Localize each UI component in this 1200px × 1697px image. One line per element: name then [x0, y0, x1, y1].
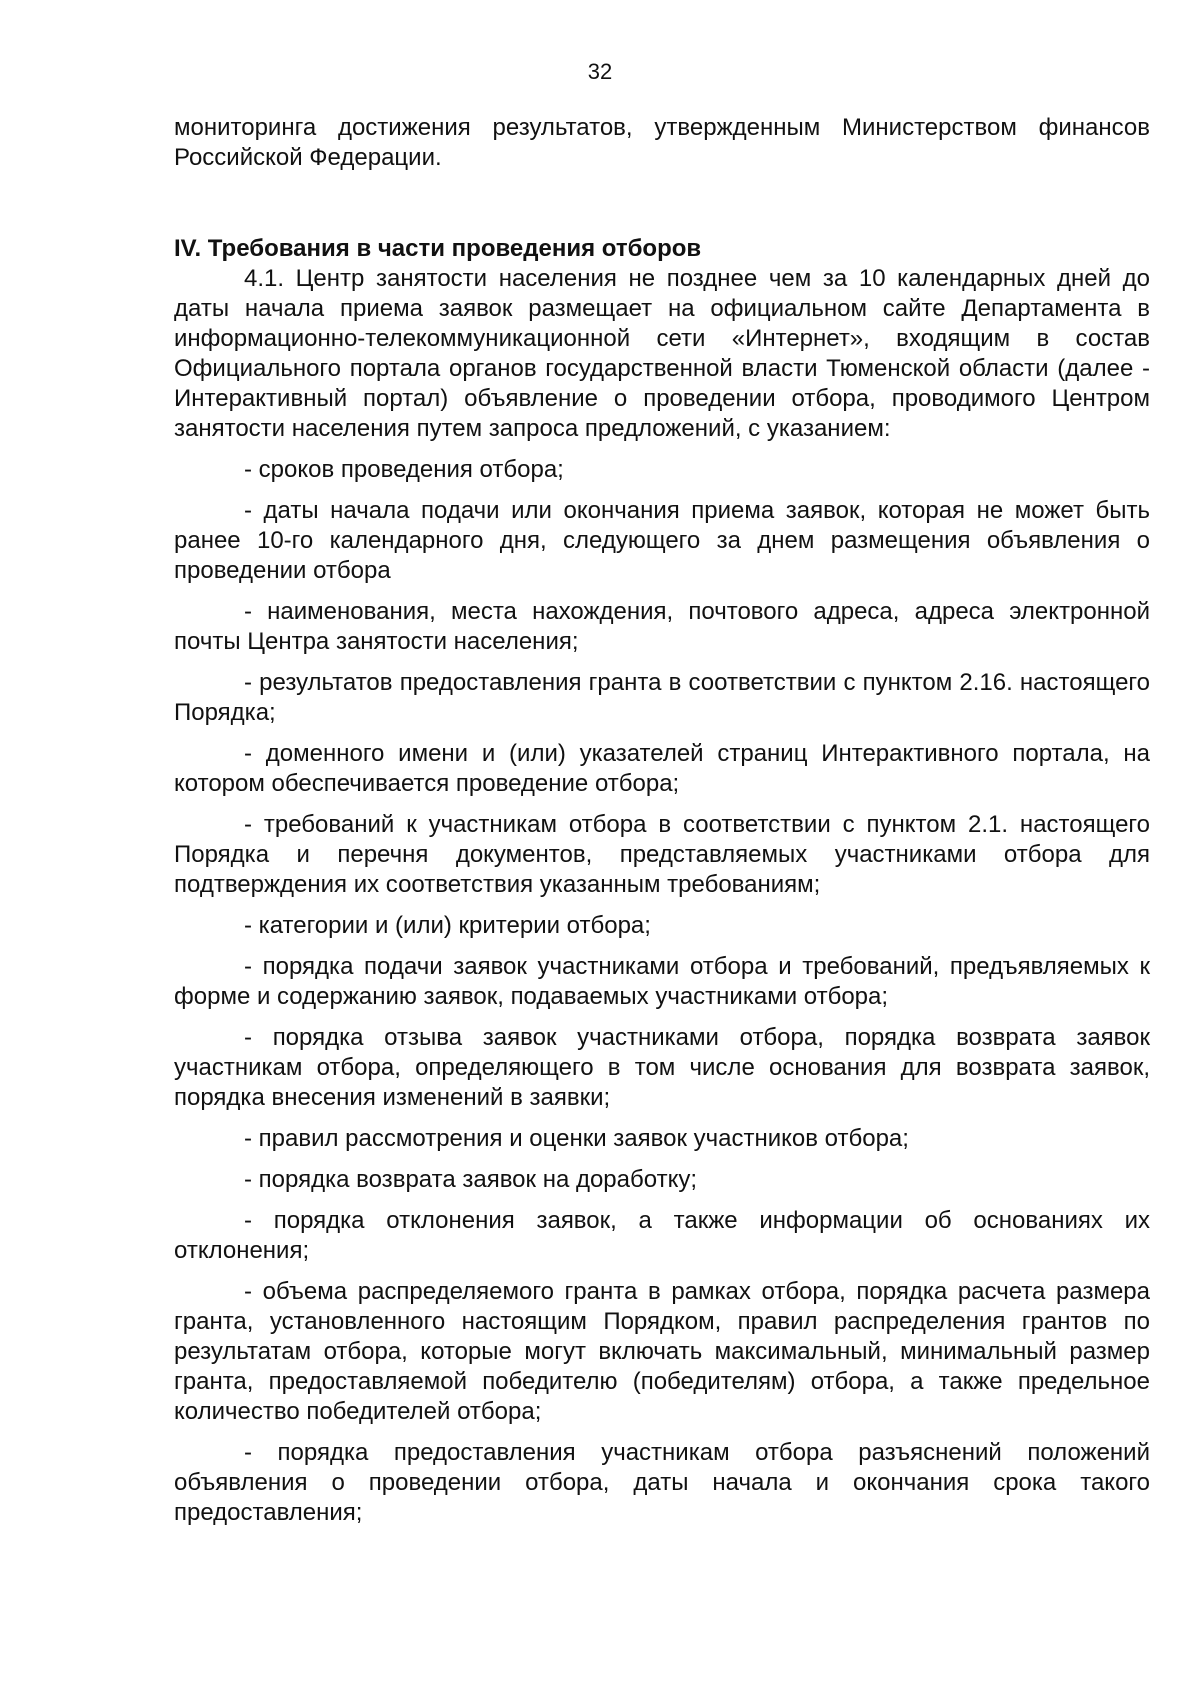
- list-item: - даты начала подачи или окончания приема заявок, которая не может быть ранее 10-го календарного дня, следующего за днем размещения объявления о проведении отбора: [174, 497, 1150, 584]
- page-number: 32: [587, 59, 613, 84]
- section-heading: IV. Требования в части проведения отборов: [174, 235, 702, 262]
- intro-paragraph: мониторинга достижения результатов, утвержденным Министерством финансов Российской Федерации.: [174, 114, 1150, 171]
- list-item: - порядка предоставления участникам отбора разъяснений положений объявления о проведении отбора, даты начала и окончания срока такого предоставления;: [174, 1439, 1150, 1526]
- list-item: - наименования, места нахождения, почтового адреса, адреса электронной почты Центра занятости населения;: [174, 598, 1150, 655]
- list-item: - порядка подачи заявок участниками отбора и требований, предъявляемых к форме и содержанию заявок, подаваемых участниками отбора;: [174, 953, 1150, 1010]
- list-item: - порядка возврата заявок на доработку;: [244, 1166, 697, 1193]
- document-body: [174, 113, 1150, 1539]
- list-item: - сроков проведения отбора;: [244, 456, 564, 483]
- list-item: - порядка отзыва заявок участниками отбора, порядка возврата заявок участникам отбора, определяющего в том числе основания для возврата заявок, порядка внесения изменений в заявки;: [174, 1024, 1150, 1111]
- list-item: - категории и (или) критерии отбора;: [244, 912, 651, 939]
- list-item: - доменного имени и (или) указателей страниц Интерактивного портала, на котором обеспечивается проведение отбора;: [174, 740, 1150, 797]
- paragraph-4-1: 4.1. Центр занятости населения не позднее чем за 10 календарных дней до даты начала приема заявок размещает на официальном сайте Департамента в информационно-телекоммуникационной сети «Интернет», входящим в состав Официального портала органов государственной власти Тюменской области (далее - Интерактивный портал) объявление о проведении отбора, проводимого Центром занятости населения путем запроса предложений, с указанием:: [174, 265, 1150, 442]
- list-item: - объема распределяемого гранта в рамках отбора, порядка расчета размера гранта, установленного настоящим Порядком, правил распределения грантов по результатам отбора, которые могут включать максимальный, минимальный размер гранта, предоставляемой победителю (победителям) отбора, а также предельное количество победителей отбора;: [174, 1278, 1150, 1425]
- list-item: - результатов предоставления гранта в соответствии с пунктом 2.16. настоящего Порядка;: [174, 669, 1150, 726]
- list-item: - правил рассмотрения и оценки заявок участников отбора;: [244, 1125, 909, 1152]
- list-item: - порядка отклонения заявок, а также информации об основаниях их отклонения;: [174, 1207, 1150, 1264]
- list-item: - требований к участникам отбора в соответствии с пунктом 2.1. настоящего Порядка и перечня документов, представляемых участниками отбора для подтверждения их соответствия указанным требованиям;: [174, 811, 1150, 898]
